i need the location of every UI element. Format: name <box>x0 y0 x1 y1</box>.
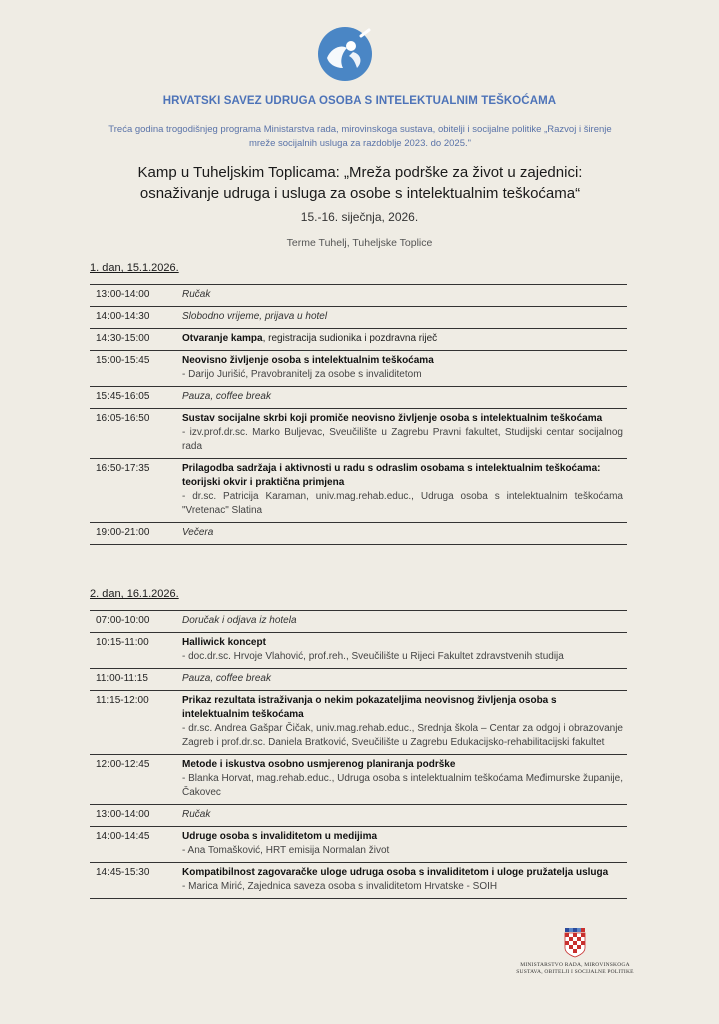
session-title: Kompatibilnost zagovaračke uloge udruga osoba s invaliditetom i uloge pružatelja usluga <box>182 867 609 878</box>
session-speaker: - Ana Tomašković, HRT emisija Normalan život <box>182 845 390 856</box>
day-1-schedule <box>90 284 627 545</box>
association-logo-icon <box>317 26 373 82</box>
session-title: Metode i iskustva osobno usmjerenog planiranja podrške <box>182 759 456 770</box>
session-time: 11:15-12:00 <box>96 695 149 706</box>
session-title: Otvaranje kampa <box>182 333 263 344</box>
ministry-name-line-1: MINISTARSTVO RADA, MIROVINSKOGA <box>520 962 630 968</box>
session-title: Prikaz rezultata istraživanja o nekim pokazateljima neovisnog življenja osoba s intelektualnim teškoćama <box>182 695 557 720</box>
session-title: Pauza, coffee break <box>182 391 271 402</box>
schedule-row <box>90 386 627 408</box>
program-description <box>90 123 630 151</box>
organization-name: HRVATSKI SAVEZ UDRUGA OSOBA S INTELEKTUALNIM TEŠKOĆAMA <box>162 95 557 107</box>
session-title: Doručak i odjava iz hotela <box>182 615 297 626</box>
croatian-coat-of-arms-icon <box>564 928 586 958</box>
session-time: 13:00-14:00 <box>96 809 150 820</box>
schedule-row <box>90 826 627 862</box>
session-time: 14:30-15:00 <box>96 333 150 344</box>
session-content <box>182 412 627 454</box>
schedule-row <box>90 284 627 306</box>
session-title-line <box>182 354 623 368</box>
schedule-row <box>90 522 627 545</box>
schedule-row <box>90 862 627 899</box>
day-2-schedule <box>90 610 627 899</box>
schedule-row <box>90 350 627 386</box>
session-content <box>182 694 627 750</box>
session-time: 14:00-14:45 <box>96 831 150 842</box>
session-title: Ručak <box>182 809 211 820</box>
session-title-line <box>182 390 623 404</box>
session-content <box>182 310 627 324</box>
session-content <box>182 354 627 382</box>
session-speaker: - dr.sc. Andrea Gašpar Čičak, univ.mag.rehab.educ., Srednja škola – Centar za odgoj i obrazovanje Zagreb i prof.dr.sc. Daniela Bratković, Sveučilište u Zagrebu Edukacijsko-rehabilitacijski fakultet <box>182 723 623 748</box>
session-content <box>182 866 627 894</box>
schedule-row <box>90 754 627 804</box>
session-content <box>182 332 627 346</box>
session-speaker: - Darijo Jurišić, Pravobranitelj za osobe s invaliditetom <box>182 369 422 380</box>
session-content <box>182 614 627 628</box>
session-time: 15:45-16:05 <box>96 391 150 402</box>
session-title-line <box>182 614 623 628</box>
schedule-row <box>90 408 627 458</box>
schedule-row <box>90 668 627 690</box>
session-time: 07:00-10:00 <box>96 615 150 626</box>
schedule-row <box>90 610 627 632</box>
session-time: 16:50-17:35 <box>96 463 150 474</box>
session-title-line <box>182 310 623 324</box>
ministry-name-line-2: SUSTAVA, OBITELJI I SOCIJALNE POLITIKE <box>516 969 634 975</box>
session-time: 19:00-21:00 <box>96 527 150 538</box>
session-title-line <box>182 526 623 540</box>
session-time: 12:00-12:45 <box>96 759 150 770</box>
session-speaker: - dr.sc. Patricija Karaman, univ.mag.rehab.educ., Udruga osoba s intelektualnim teškoćama "Vretenac" Slatina <box>182 491 623 516</box>
session-title: Halliwick koncept <box>182 637 266 648</box>
session-title: Neovisno življenje osoba s intelektualnim teškoćama <box>182 355 434 366</box>
schedule-row <box>90 458 627 522</box>
session-title-line <box>182 636 623 650</box>
session-title-line <box>182 288 623 302</box>
session-title-rest: , registracija sudionika i pozdravna riječ <box>262 333 438 344</box>
session-title-line <box>182 808 623 822</box>
schedule-row <box>90 690 627 754</box>
program-line-2: mreže socijalnih usluga za razdoblje 2023. do 2025." <box>248 138 471 149</box>
session-title-line <box>182 672 623 686</box>
schedule-row <box>90 328 627 350</box>
session-content <box>182 808 627 822</box>
ministry-logo <box>510 928 640 976</box>
session-time: 16:05-16:50 <box>96 413 150 424</box>
session-content <box>182 526 627 540</box>
session-time: 14:00-14:30 <box>96 311 150 322</box>
session-content <box>182 462 627 518</box>
session-speaker: - doc.dr.sc. Hrvoje Vlahović, prof.reh., Sveučilište u Rijeci Fakultet zdravstvenih studija <box>182 651 564 662</box>
schedule-row <box>90 632 627 668</box>
session-title-line <box>182 412 623 426</box>
event-title-line-2: osnaživanje udruga i usluga za osobe s intelektualnim teškoćama“ <box>139 185 581 202</box>
session-title-line <box>182 758 623 772</box>
day-2-heading: 2. dan, 16.1.2026. <box>90 588 179 600</box>
schedule-row <box>90 804 627 826</box>
session-content <box>182 830 627 858</box>
session-time: 11:00-11:15 <box>96 673 148 684</box>
session-title-line <box>182 694 623 722</box>
session-time: 10:15-11:00 <box>96 637 149 648</box>
event-title-line-1: Kamp u Tuheljskim Toplicama: „Mreža podrške za život u zajednici: <box>137 164 583 181</box>
session-title-line <box>182 866 623 880</box>
session-time: 13:00-14:00 <box>96 289 150 300</box>
session-title: Ručak <box>182 289 211 300</box>
program-line-1: Treća godina trogodišnjeg programa Ministarstva rada, mirovinskoga sustava, obitelji i socijalne politike „Razvoj i širenje <box>108 124 612 135</box>
event-title <box>40 162 680 204</box>
session-content <box>182 636 627 664</box>
session-time: 14:45-15:30 <box>96 867 150 878</box>
session-speaker: - Blanka Horvat, mag.rehab.educ., Udruga osoba s intelektualnim teškoćama Međimurske županije, Čakovec <box>182 773 623 798</box>
session-content <box>182 758 627 800</box>
session-title: Slobodno vrijeme, prijava u hotel <box>182 311 328 322</box>
session-speaker: - izv.prof.dr.sc. Marko Buljevac, Sveučilište u Zagrebu Pravni fakultet, Studijski centar socijalnog rada <box>182 427 623 452</box>
session-title: Udruge osoba s invaliditetom u medijima <box>182 831 378 842</box>
event-venue: Terme Tuhelj, Tuheljske Toplice <box>286 237 433 249</box>
event-dates: 15.-16. siječnja, 2026. <box>300 210 419 224</box>
schedule-row <box>90 306 627 328</box>
session-title: Pauza, coffee break <box>182 673 271 684</box>
session-title: Večera <box>182 527 214 538</box>
session-content <box>182 672 627 686</box>
session-title-line <box>182 332 623 346</box>
session-title: Sustav socijalne skrbi koji promiče neovisno življenje osoba s intelektualnim teškoćama <box>182 413 603 424</box>
session-speaker: - Marica Mirić, Zajednica saveza osoba s invaliditetom Hrvatske - SOIH <box>182 881 498 892</box>
day-1-heading: 1. dan, 15.1.2026. <box>90 262 179 274</box>
session-time: 15:00-15:45 <box>96 355 150 366</box>
session-title-line <box>182 830 623 844</box>
session-title-line <box>182 462 623 490</box>
ministry-name <box>510 962 640 976</box>
session-content <box>182 390 627 404</box>
session-title: Prilagodba sadržaja i aktivnosti u radu s odraslim osobama s intelektualnim teškoćama: teorijski okvir i praktična primjena <box>182 463 601 488</box>
session-content <box>182 288 627 302</box>
